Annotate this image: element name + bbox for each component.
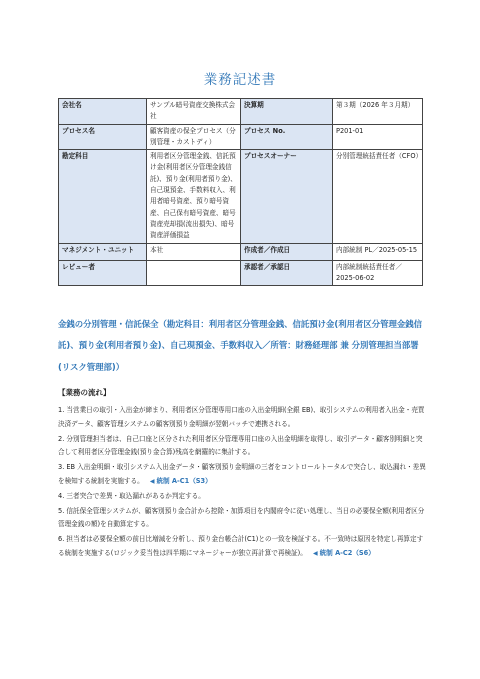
process-no-value: P201-01 bbox=[333, 124, 423, 150]
triangle-left-icon: ◀ bbox=[312, 549, 318, 557]
process-step bbox=[58, 404, 426, 431]
section-heading: 金銭の分別管理・信託保全（勘定科目：利用者区分管理金銭、信託預け金(利用者区分管理金銭信託)、預り金(利用者預り金)、自己現預金、手数料収入／所管：財務経理部 兼 分別管理担当部署(リスク管理部)） bbox=[58, 319, 422, 372]
account-value: 利用者区分管理金銭、信託預け金(利用者区分管理金銭信託)、預り金(利用者預り金)、自己現預金、手数料収入、利用者暗号資産、預り暗号資産、自己保有暗号資産、暗号資産売却損(流出損失)、暗号資産評価損益 bbox=[147, 150, 241, 243]
process-owner-label: プロセスオーナー bbox=[241, 150, 333, 243]
process-step bbox=[58, 533, 426, 560]
step-text: 5. 信託保全管理システムが、顧客別預り金合計から控除・加算項目を内閣府令に従い処理し、当日の必要保全額(利用者区分管理金銭の額)を自動算定する。 bbox=[58, 506, 425, 528]
step-text: 1. 当営業日の取引・入出金が締まり、利用者区分管理専用口座の入出金明細(全銀 EB)、取引システムの利用者入出金・売買決済データ、顧客管理システムの顧客別預り金明細が翌朝バッチで連携される。 bbox=[58, 406, 425, 428]
author-label: 作成者／作成日 bbox=[241, 243, 333, 260]
process-no-label: プロセス No. bbox=[241, 124, 333, 150]
info-row-review bbox=[59, 260, 423, 286]
step-text: 2. 分別管理担当者は、自己口座と区分された利用者区分管理専用口座の入出金明細を取得し、取引データ・顧客別明細と突合して利用者区分管理金銭(預り金合算)残高を網羅的に集計する。 bbox=[58, 434, 423, 456]
flow-title: 【業務の流れ】 bbox=[58, 388, 111, 397]
process-owner-value: 分別管理統括責任者（CFO） bbox=[333, 150, 423, 243]
company-label: 会社名 bbox=[59, 99, 147, 125]
control-label: 統制 A-C2（S6） bbox=[319, 548, 375, 557]
process-step bbox=[58, 505, 426, 532]
info-row-account bbox=[59, 150, 423, 243]
control-marker bbox=[150, 477, 212, 485]
company-value: サンプル暗号資産交換株式会社 bbox=[147, 99, 241, 125]
management-unit-label: マネジメント・ユニット bbox=[59, 243, 147, 260]
step-text: 6. 担当者は必要保全額の前日比増減を分析し、預り金台帳合計(C1)との一致を検証する。不一致時は原因を特定し再算定する統制を実施する(ロジック妥当性は四半期にマネージャーが独立再計算で再検証)。 bbox=[58, 535, 424, 557]
process-step bbox=[58, 433, 426, 460]
info-row-company bbox=[59, 99, 423, 125]
step-text: 4. 三者突合で差異・取込漏れがあるか判定する。 bbox=[58, 491, 205, 500]
control-marker bbox=[313, 549, 375, 557]
reviewer-label: レビュー者 bbox=[59, 260, 147, 286]
info-row-unit bbox=[59, 243, 423, 260]
management-unit-value: 本社 bbox=[147, 243, 241, 260]
info-row-process bbox=[59, 124, 423, 150]
process-name-value: 顧客資産の保全プロセス（分別管理・カストディ） bbox=[147, 124, 241, 150]
fiscal-period-label: 決算期 bbox=[241, 99, 333, 125]
process-step bbox=[58, 490, 426, 504]
process-name-label: プロセス名 bbox=[59, 124, 147, 150]
document-info-table bbox=[58, 98, 423, 286]
step-text: 3. EB 入出金明細・取引システム入出金データ・顧客別預り金明細の三者をコントロールトータルで突合し、取込漏れ・差異を検知する統制を実施する。 bbox=[58, 463, 426, 485]
triangle-left-icon: ◀ bbox=[149, 477, 155, 485]
approver-label: 承認者／承認日 bbox=[241, 260, 333, 286]
author-value: 内部統制 PL／2025-05-15 bbox=[333, 243, 423, 260]
control-label: 統制 A-C1（S3） bbox=[156, 476, 212, 485]
fiscal-period-value: 第３期（2026 年３月期） bbox=[333, 99, 423, 125]
reviewer-value bbox=[147, 260, 241, 286]
document-title: 業務記述書 bbox=[203, 72, 277, 88]
account-label: 勘定科目 bbox=[59, 150, 147, 243]
process-steps bbox=[58, 404, 426, 562]
approver-value: 内部統制統括責任者／2025-06-02 bbox=[333, 260, 423, 286]
process-step bbox=[58, 461, 426, 488]
